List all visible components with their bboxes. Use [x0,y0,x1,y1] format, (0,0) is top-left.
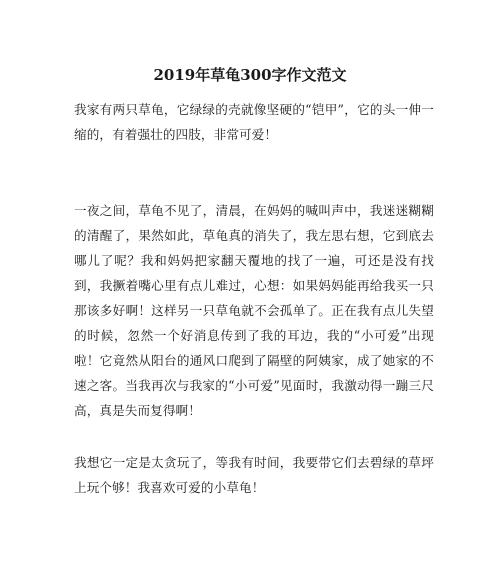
paragraph-story: 一夜之间，草龟不见了，清晨，在妈妈的喊叫声中，我迷迷糊糊的清醒了，果然如此，草龟真的消失了，我左思右想，它到底去哪儿了呢？我和妈妈把家翻天覆地的找了一遍，可还是没有找到，我撅着嘴心里有点儿难过，心想：如果妈妈能再给我买一只那该多好啊！这样另一只草龟就不会孤单了。正在我有点儿失望的时候，忽然一个好消息传到了我的耳边，我的“小可爱”出现啦！它竟然从阳台的通风口爬到了隔壁的阿姨家，成了她家的不速之客。当我再次与我家的“小可爱”见面时，我激动得一蹦三尺高，真是失而复得啊！ [74,203,434,418]
page-title: 2019年草龟300字作文范文 [153,66,347,84]
paragraph-intro: 我家有两只草龟，它绿绿的壳就像坚硬的“铠甲”，它的头一伸一缩的，有着强壮的四肢，非常可爱！ [74,102,434,142]
paragraph-conclusion: 我想它一定是太贪玩了，等我有时间，我要带它们去碧绿的草坪上玩个够！我喜欢可爱的小草龟！ [74,455,434,495]
